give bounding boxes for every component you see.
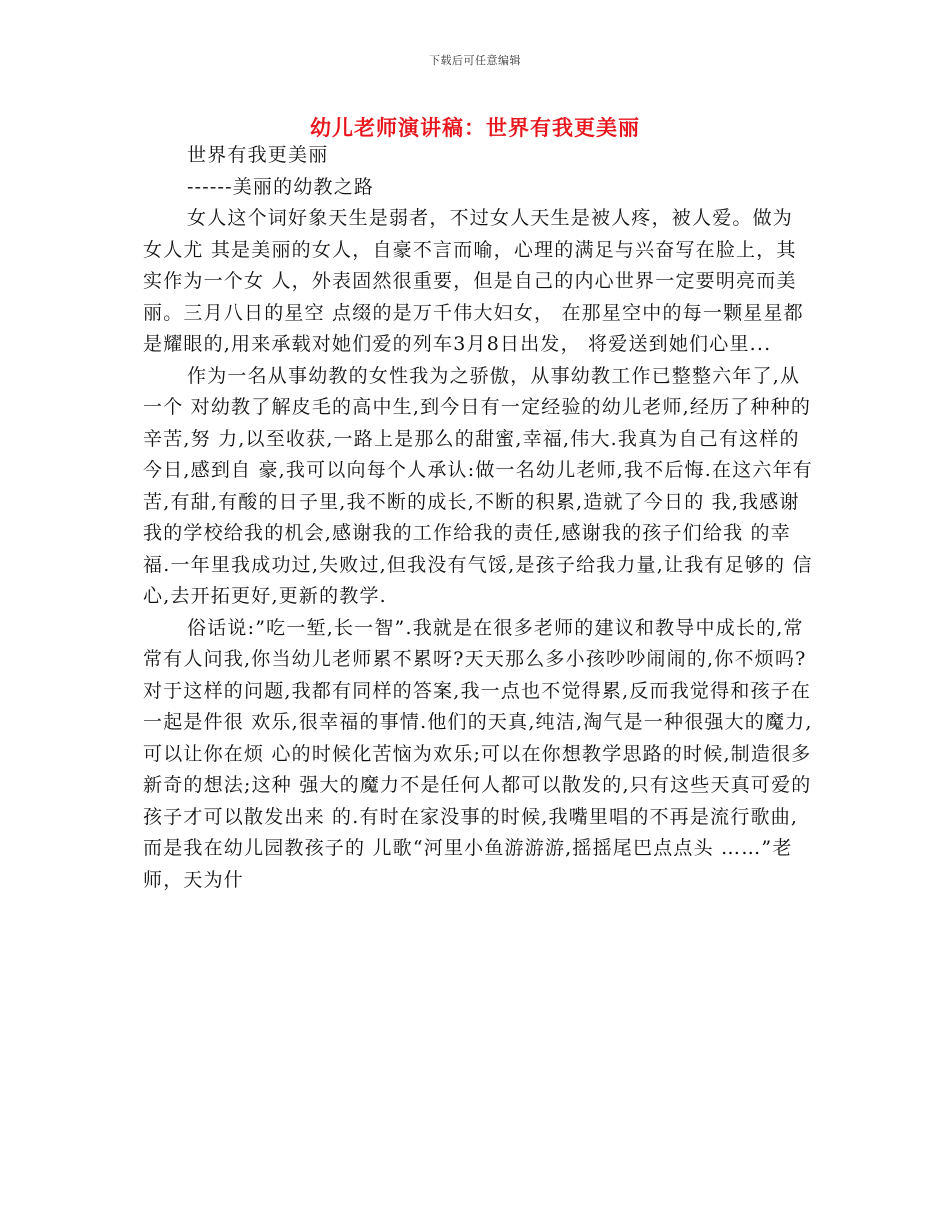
paragraph-2: 作为一名从事幼教的女性我为之骄傲，从事幼教工作已整整六年了,从一个 对幼教了解皮毛的高中生,到今日有一定经验的幼儿老师,经历了种种的辛苦,努 力,以至收获,一路上是那么的甜蜜,幸福,伟大.我真为自己有这样的今日,感到自 豪,我可以向每个人承认:做一名幼儿老师,我不后悔.在这六年有苦,有甜,有酸的日子里,我不断的成长,不断的积累,造就了今日的 我,我感谢我的学校给我的机会,感谢我的工作给我的责任,感谢我的孩子们给我 的幸福.一年里我成功过,失败过,但我没有气馁,是孩子给我力量,让我有足够的 信心,去开拓更好,更新的教学. [143,364,814,607]
document-subtitle-2: ------美丽的幼教之路 [187,175,375,198]
document-subtitle: 世界有我更美丽 [187,144,329,166]
paragraph-3: 俗话说:”吃一堑,长一智”.我就是在很多老师的建议和教导中成长的,常常有人问我,你当幼儿老师累不累呀?天天那么多小孩吵吵闹闹的,你不烦吗?对于这样的问题,我都有同样的答案,我一点也不觉得累,反而我觉得和孩子在一起是件很 欢乐,很幸福的事情.他们的天真,纯洁,淘气是一种很强大的魔力,可以让你在烦 心的时候化苦恼为欢乐;可以在你想教学思路的时候,制造很多新奇的想法;这种 强大的魔力不是任何人都可以散发的,只有这些天真可爱的孩子才可以散发出来 的.有时在家没事的时候,我嘴里唱的不再是流行歌曲,而是我在幼儿园教孩子的 儿歌“河里小鱼游游游,摇摇尾巴点点头 ……”老师，天为什 [143,616,813,891]
document-body [143,140,813,896]
paragraph-1: 女人这个词好象天生是弱者，不过女人天生是被人疼，被人爱。做为女人尤 其是美丽的女人，自豪不言而喻，心理的满足与兴奋写在脸上，其实作为一个女 人，外表固然很重要，但是自己的内心世界一定要明亮而美丽。三月八日的星空 点缀的是万千伟大妇女， 在那星空中的每一颗星星都是耀眼的,用来承载对她们爱的列车3月8日出发， 将爱送到她们心里... [143,207,804,355]
document-title: 幼儿老师演讲稿：世界有我更美丽 [310,115,640,140]
page-header: 下载后可任意编辑 [429,54,521,67]
